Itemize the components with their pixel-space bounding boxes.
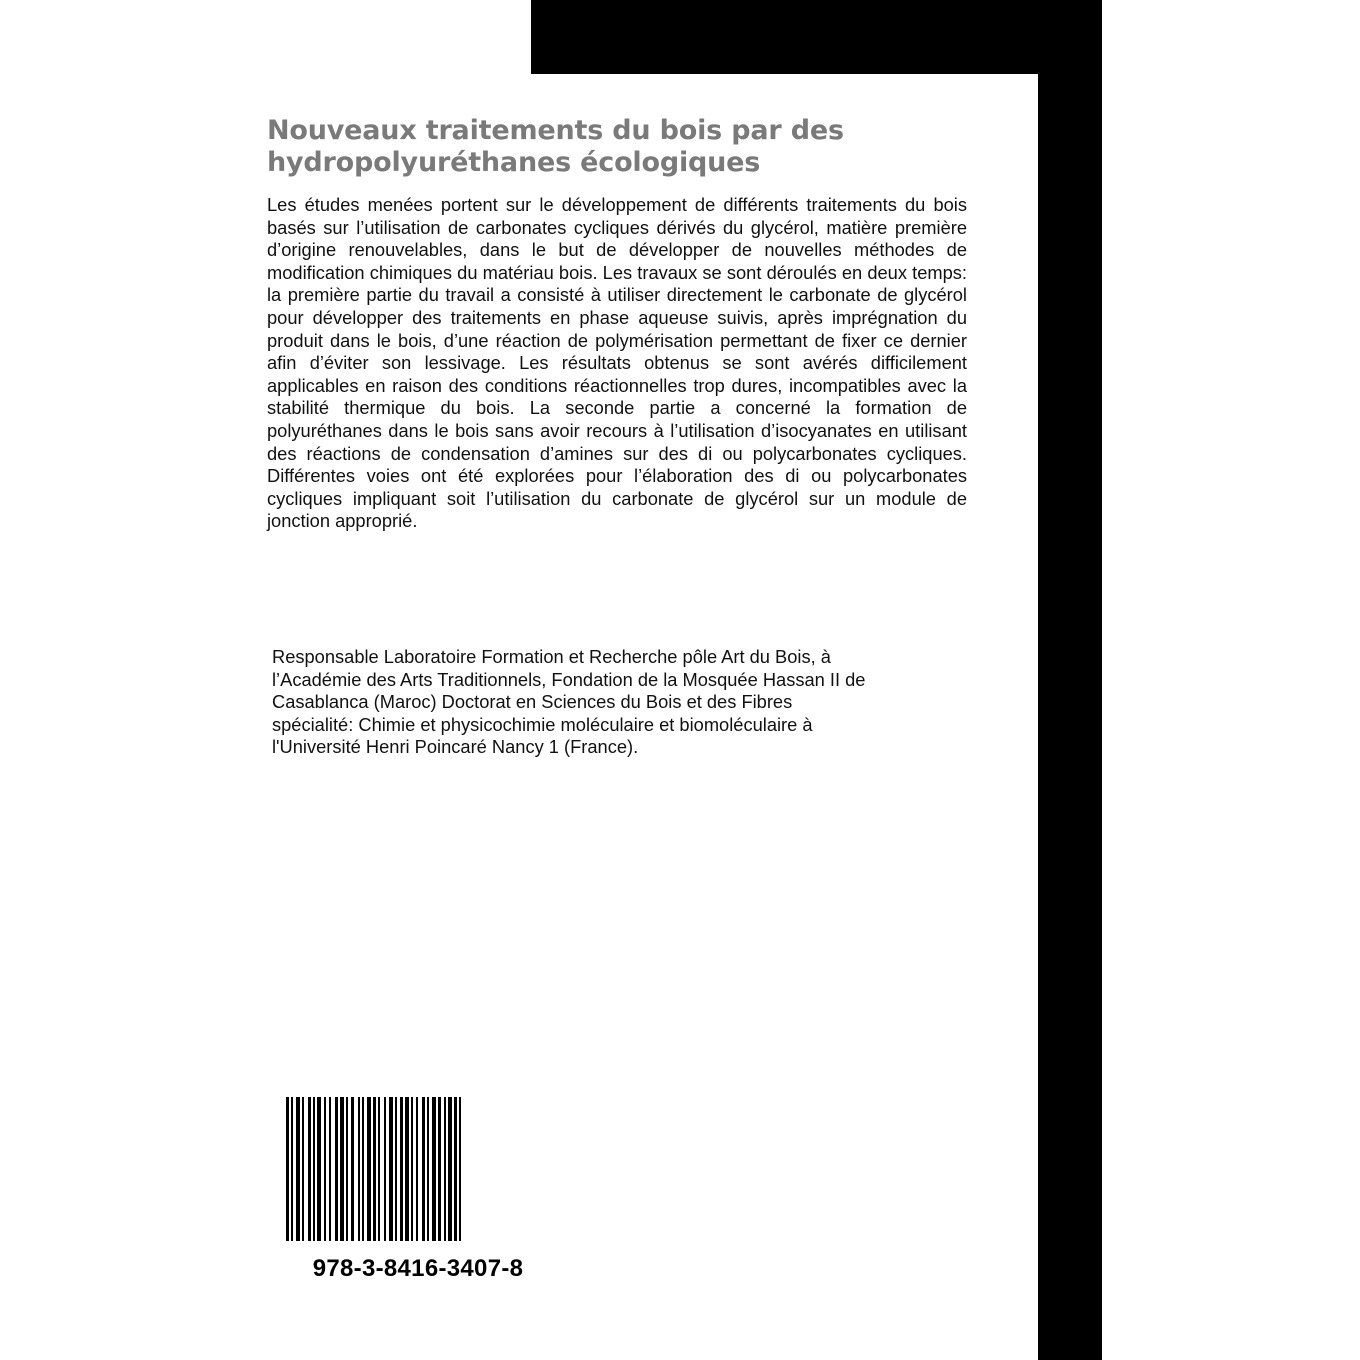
book-title-line-2: hydropolyuréthanes écologiques [267,147,761,178]
barcode-bar [459,1097,461,1241]
barcode-bar [400,1097,403,1241]
barcode-bar [351,1097,354,1241]
barcode-bar [286,1097,289,1241]
barcode-bar [454,1097,457,1241]
barcode-bar [395,1097,397,1241]
barcode-bar [346,1097,348,1241]
barcode-bar [444,1097,446,1241]
author-bio-line-1: Responsable Laboratoire Formation et Recherche pôle Art du Bois, à [272,646,831,667]
barcode-bar [422,1097,425,1241]
cover-black-spine [1038,0,1102,1360]
isbn-barcode-icon [286,1097,552,1241]
cover-black-band-top [531,0,1102,74]
barcode-bar [362,1097,364,1241]
barcode-bar [329,1097,331,1241]
barcode-bar [308,1097,311,1241]
barcode-bar [340,1097,344,1241]
barcode-bar [448,1097,452,1241]
barcode-bar [296,1097,300,1241]
barcode-bar [317,1097,321,1241]
author-bio [272,646,972,759]
barcode-bar [389,1097,393,1241]
author-bio-line-2: l’Académie des Arts Traditionnels, Fondation de la Mosquée Hassan II de [272,668,866,690]
barcode-bar [291,1097,293,1241]
author-bio-line-3: Casablanca (Maroc) Doctorat en Sciences du Bois et des Fibres [272,691,793,713]
barcode-bar [411,1097,413,1241]
barcode-bar [358,1097,360,1241]
barcode-bar [378,1097,380,1241]
barcode-bar [416,1097,418,1241]
book-title-line-1: Nouveaux traitements du bois par des [267,115,844,146]
barcode-bar [324,1097,326,1241]
barcode-block [286,1097,552,1283]
barcode-bar [438,1097,441,1241]
isbn-number: 978-3-8416-3407-8 [312,1255,524,1282]
barcode-bar [313,1097,315,1241]
barcode-bar [384,1097,386,1241]
book-title [267,115,967,179]
book-summary: Les études menées portent sur le développement de différents traitements du bois basés sur l’utilisation de carbonates cycliques dérivés du glycérol, matière première d’origine renouvelables, dans le but de développer de nouvelles méthodes de modification chimiques du matériau bois. Les travaux se sont déroulés en deux temps: la première partie du travail a consisté à utiliser directement le carbonate de glycérol pour développer des traitements en phase aqueuse suivis, après imprégnation du produit dans le bois, d’une réaction de polymérisation permettant de fixer ce dernier afin d’éviter son lessivage. Les résultats obtenus se sont avérés difficilement applicables en raison des conditions réactionnelles trop dures, incompatibles avec la stabilité thermique du bois. La seconde partie a concerné la formation de polyuréthanes dans le bois sans avoir recours à l’utilisation d’isocyanates en utilisant des réactions de condensation d’amines sur des di ou polycarbonates cycliques. Différentes voies ont été explorées pour l’élaboration des di ou polycarbonates cycliques impliquant soit l’utilisation du carbonate de glycérol sur un module de jonction approprié. [267,194,967,532]
barcode-bar [405,1097,409,1241]
barcode-bar [302,1097,304,1241]
author-bio-line-5: l'Université Henri Poincaré Nancy 1 (France). [272,736,639,758]
barcode-bar [432,1097,436,1241]
barcode-bar [427,1097,429,1241]
author-bio-line-4: spécialité: Chimie et physicochimie moléculaire et biomoléculaire à [272,713,813,735]
barcode-bar [367,1097,371,1241]
barcode-bar [373,1097,376,1241]
barcode-bar [335,1097,338,1241]
